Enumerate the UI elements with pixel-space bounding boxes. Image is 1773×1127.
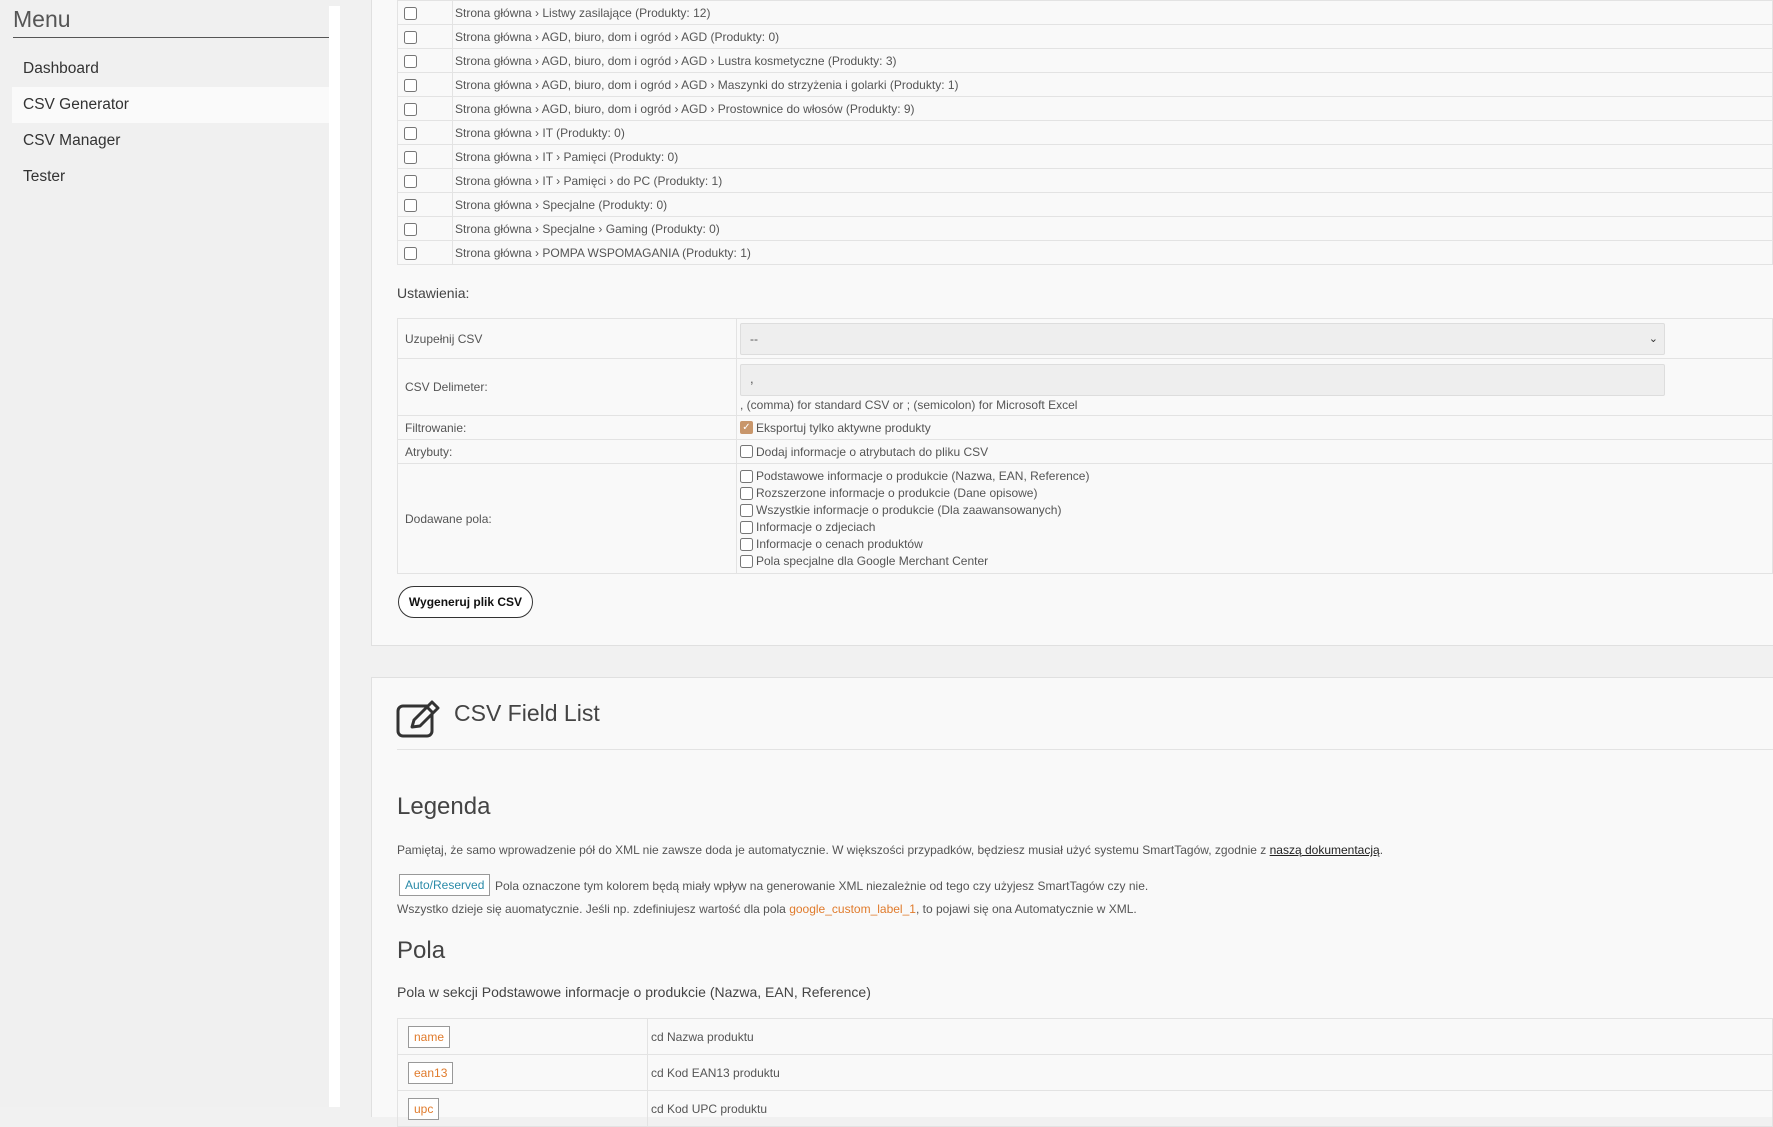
table-row <box>398 1 1773 25</box>
field-name-tag: upc <box>408 1098 439 1120</box>
field-name-tag: ean13 <box>408 1062 453 1084</box>
field-group-checkbox[interactable] <box>740 487 753 500</box>
chevron-down-icon: ⌄ <box>1648 332 1658 345</box>
auto-explanation <box>397 902 1137 916</box>
auto-explanation-a: Wszystko dzieje się auomatycznie. Jeśli np. zdefiniujesz wartość dla pola <box>397 902 790 916</box>
uzupelnij-label: Uzupełnij CSV <box>398 319 737 359</box>
legenda-text-end: . <box>1379 843 1384 857</box>
table-row <box>398 73 1773 97</box>
documentation-link[interactable]: naszą dokumentacją <box>1269 843 1380 857</box>
field-group-label: Informacje o zdjeciach <box>756 520 876 534</box>
field-group-label: Informacje o cenach produktów <box>756 537 923 551</box>
generate-csv-button[interactable]: Wygeneruj plik CSV <box>398 586 533 618</box>
category-checkbox[interactable] <box>404 127 417 140</box>
category-checkbox[interactable] <box>404 103 417 116</box>
table-row <box>398 1019 1773 1055</box>
active-only-label: Eksportuj tylko aktywne produkty <box>756 420 931 435</box>
field-group-checkbox[interactable] <box>740 521 753 534</box>
menu-title: Menu <box>13 6 329 38</box>
auto-reserved-description: Pola oznaczone tym kolorem będą miały wpływ na generowanie XML niezależnie od tego czy użyjesz SmartTagów czy nie. <box>495 879 1149 893</box>
attributes-checkbox[interactable] <box>740 445 753 458</box>
field-group-label: Pola specjalne dla Google Merchant Center <box>756 554 989 568</box>
field-group-checkbox[interactable] <box>740 470 753 483</box>
field-group-checkbox[interactable] <box>740 538 753 551</box>
category-label: Strona główna › IT (Produkty: 0) <box>453 121 1773 145</box>
table-row <box>398 145 1773 169</box>
field-name-tag: name <box>408 1026 450 1048</box>
delimiter-input[interactable]: , <box>740 364 1665 396</box>
table-row <box>398 217 1773 241</box>
sidebar-item-tester[interactable]: Tester <box>23 168 66 185</box>
pola-heading: Pola <box>397 937 446 964</box>
table-row <box>398 121 1773 145</box>
category-checkbox[interactable] <box>404 151 417 164</box>
settings-row-uzupelnij <box>398 319 1773 359</box>
auto-reserved-tag: Auto/Reserved <box>399 874 490 896</box>
pola-label: Dodawane pola: <box>398 464 737 574</box>
field-group-label: Rozszerzone informacje o produkcie (Dane opisowe) <box>756 486 1038 500</box>
delimiter-help: , (comma) for standard CSV or ; (semicolon) for Microsoft Excel <box>740 398 1078 412</box>
edit-icon <box>396 700 440 738</box>
sidebar-item-csv-manager[interactable]: CSV Manager <box>23 132 121 149</box>
uzupelnij-value: -- <box>750 331 758 346</box>
category-label: Strona główna › IT › Pamięci (Produkty: 0) <box>453 145 1773 169</box>
field-description: cd Kod EAN13 produktu <box>648 1055 1773 1091</box>
settings-title: Ustawienia: <box>397 285 470 301</box>
category-checkbox[interactable] <box>404 7 417 20</box>
category-label: Strona główna › AGD, biuro, dom i ogród › AGD (Produkty: 0) <box>453 25 1773 49</box>
category-checkbox[interactable] <box>404 199 417 212</box>
category-checkbox[interactable] <box>404 247 417 260</box>
field-group-label: Wszystkie informacje o produkcie (Dla zaawansowanych) <box>756 503 1062 517</box>
field-description: cd Nazwa produktu <box>648 1019 1773 1055</box>
field-group-label: Podstawowe informacje o produkcie (Nazwa, EAN, Reference) <box>756 469 1090 483</box>
table-row <box>398 241 1773 265</box>
settings-row-pola <box>398 464 1773 574</box>
sidebar-divider <box>329 6 340 1107</box>
sidebar-panel <box>0 0 329 1107</box>
field-description: cd Kod UPC produktu <box>648 1091 1773 1127</box>
table-row <box>398 1055 1773 1091</box>
sidebar-item-csv-generator[interactable]: CSV Generator <box>12 87 329 123</box>
category-label: Strona główna › Specjalne (Produkty: 0) <box>453 193 1773 217</box>
attributes-label: Dodaj informacje o atrybutach do pliku CSV <box>756 444 989 459</box>
field-list-title: CSV Field List <box>454 700 600 726</box>
auto-example-field: google_custom_label_1 <box>789 902 916 916</box>
category-label: Strona główna › POMPA WSPOMAGANIA (Produkty: 1) <box>453 241 1773 265</box>
uzupelnij-select[interactable] <box>740 323 1665 355</box>
table-row <box>398 1091 1773 1127</box>
table-row <box>398 169 1773 193</box>
sidebar-item-dashboard[interactable]: Dashboard <box>23 60 99 77</box>
legenda-text-body: Pamiętaj, że samo wprowadzenie pół do XML nie zawsze doda je automatycznie. W większości przypadków, będziesz musiał użyć systemu SmartTagów, zgodnie z <box>397 843 1270 857</box>
table-row <box>398 49 1773 73</box>
category-label: Strona główna › Listwy zasilające (Produkty: 12) <box>453 1 1773 25</box>
category-label: Strona główna › Specjalne › Gaming (Produkty: 0) <box>453 217 1773 241</box>
category-label: Strona główna › IT › Pamięci › do PC (Produkty: 1) <box>453 169 1773 193</box>
category-checkbox[interactable] <box>404 55 417 68</box>
fields-table <box>397 1018 1773 1127</box>
filtrowanie-label: Filtrowanie: <box>398 416 737 440</box>
category-checkbox[interactable] <box>404 31 417 44</box>
legenda-text <box>397 843 1383 857</box>
table-row <box>398 193 1773 217</box>
atrybuty-label: Atrybuty: <box>398 440 737 464</box>
category-checkbox[interactable] <box>404 175 417 188</box>
category-table <box>397 0 1773 265</box>
sidebar <box>0 0 340 1107</box>
divider <box>397 749 1773 750</box>
category-label: Strona główna › AGD, biuro, dom i ogród › AGD › Prostownice do włosów (Produkty: 9) <box>453 97 1773 121</box>
table-row <box>398 25 1773 49</box>
settings-row-delimiter <box>398 359 1773 416</box>
settings-table <box>397 318 1773 574</box>
field-group-checkbox[interactable] <box>740 555 753 568</box>
table-row <box>398 97 1773 121</box>
category-label: Strona główna › AGD, biuro, dom i ogród › AGD › Lustra kosmetyczne (Produkty: 3) <box>453 49 1773 73</box>
auto-explanation-b: , to pojawi się ona Automatycznie w XML. <box>915 902 1137 916</box>
category-checkbox[interactable] <box>404 223 417 236</box>
delimiter-label: CSV Delimeter: <box>398 359 737 416</box>
category-checkbox[interactable] <box>404 79 417 92</box>
field-group-checkbox[interactable] <box>740 504 753 517</box>
active-only-checkbox[interactable]: ✓ <box>740 421 753 434</box>
settings-row-filtrowanie <box>398 416 1773 440</box>
settings-row-atrybuty <box>398 440 1773 464</box>
legenda-heading: Legenda <box>397 793 491 820</box>
pola-subheading: Pola w sekcji Podstawowe informacje o produkcie (Nazwa, EAN, Reference) <box>397 984 871 1000</box>
category-label: Strona główna › AGD, biuro, dom i ogród › AGD › Maszynki do strzyżenia i golarki (Produkty: 1) <box>453 73 1773 97</box>
